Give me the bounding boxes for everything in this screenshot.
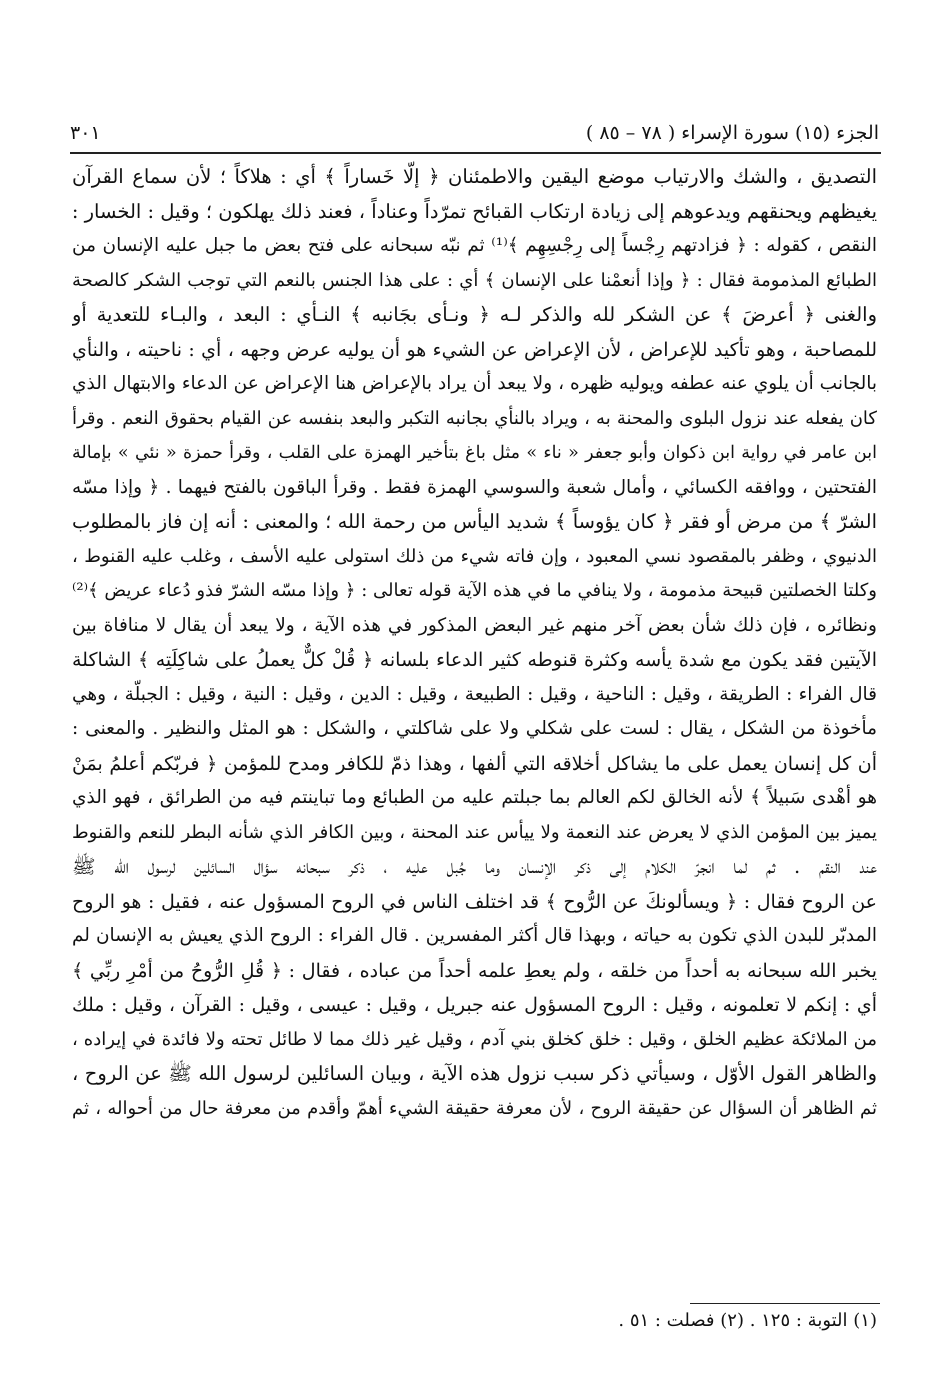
text-line: وكلتا الخصلتين قبيحة مذمومة ، ولا ينافي ما في هذه الآية قوله تعالى : ﴿ وإذا مسّه الشرّ فذو دُعاء عريض ﴾⁽²⁾ [72,580,877,601]
text-line: قال الفراء : الطريقة ، وقيل : الناحية ، وقيل : الطبيعة ، وقيل : الدين ، وقيل : النية ، وقيل : الجبلّة ، وهي [72,683,877,705]
page-number: ٣٠١ [70,122,101,144]
text-line: أن كل إنسان يعمل على ما يشاكل أخلاقه التي ألفها ، وهذا ذمّ للكافر ومدح للمؤمن ﴿ فربّكم أعلمُ بمَنْ [72,752,877,775]
text-line: الآيتين فقد يكون مع شدة يأسه وكثرة قنوطه كثير الدعاء بلسانه ﴿ قُلْ كلٌّ يعملُ على شاكِلَتِه ﴾ الشاكلة [72,649,877,671]
footnote-divider [690,1303,880,1304]
text-line: يميز بين المؤمن الذي لا يعرض عند النعمة ولا ييأس عند المحنة ، وبين الكافر الذي شأنه البطر للنعم والقنوط [72,821,877,843]
text-line: ابن عامر في رواية ابن ذكوان وأبو جعفر « ناء » مثل باغ بتأخير الهمزة على القلب ، وقرأ حمزة « نئي » بإمالة [72,443,877,463]
text-line: ثم الظاهر أن السؤال عن حقيقة الروح ، لأن معرفة حقيقة الشيء أهمّ وأقدم من معرفة حال من أحواله ، ثم [72,1097,877,1119]
text-line: المدبّر للبدن الذي تكون به حياته ، وبهذا قال أكثر المفسرين . قال الفراء : الروح الذي يعيش به الإنسان لم [72,925,877,946]
text-line: الطبائع المذمومة فقال : ﴿ وإذا أنعمْنا على الإنسان ﴾ أي : على هذا الجنس بالنعم التي توجب الشكر كالصحة [72,269,877,291]
text-line: التصديق ، والشك والارتياب موضع اليقين والاطمئنان ﴿ إلّا خَساراً ﴾ أي : هلاكاً ؛ لأن سماع القرآن [72,165,877,188]
text-line: ونظائره ، فإن ذلك شأن بعض آخر منهم غير البعض المذكور في هذه الآية ، ولا يبعد أن يقال لا منافاة بين [72,614,877,636]
text-line: والغنى ﴿ أعرضَ ﴾ عن الشكر لله والذكر لـه ﴿ ونـأى بجَانبه ﴾ النـأي : البعد ، والبـاء للتعدية أو [72,303,877,326]
text-line: يغيظهم ويحنقهم ويدعوهم إلى زيادة ارتكاب القبائح تمرّداً وعناداً ، فعند ذلك يهلكون ؛ وقيل : الخسار : [72,199,877,223]
text-line: كان يفعله عند نزول البلوى والمحنة به ، ويراد بالنأي بجانبه التكبر والبعد بنفسه عن القيام بحقوق النعم . وقرأ [72,407,877,429]
text-line: عن الروح فقال : ﴿ ويسألونكَ عن الرُّوح ﴾ قد اختلف الناس في الروح المسؤول عنه ، فقيل : هو الروح [72,890,877,913]
text-line: النقص ، كقوله : ﴿ فزادتهم رِجْساً إلى رِجْسِهِم ﴾⁽¹⁾ ثم نبّه سبحانه على فتح بعض ما جبل عليه الإنسان من [72,235,877,256]
footnotes: (١) التوبة : ١٢٥ . (٢) فصلت : ٥١ . [618,1310,877,1331]
text-line: أي : إنكم لا تعلمونه ، وقيل : الروح المسؤول عنه جبريل ، وقيل : عيسى ، وقيل : القرآن ، وقيل : ملك [72,994,877,1016]
text-line: الشرّ ﴾ من مرض أو فقر ﴿ كان يؤوساً ﴾ شديد اليأس من رحمة الله ؛ والمعنى : أنه إن فاز بالمطلوب [72,510,877,533]
text-line: من الملائكة عظيم الخلق ، وقيل : خلق كخلق بني آدم ، وقيل غير ذلك مما لا طائل تحته ولا فائدة في إيراده ، [72,1028,877,1050]
text-line: بالجانب أن يلوي عنه عطفه ويوليه ظهره ، ولا يبعد أن يراد بالإعراض هنا الإعراض عن الدعاء والابتهال الذي [72,373,877,394]
text-line: مأخوذة من الشكل ، يقال : لست على شكلي ولا على شاكلتي ، والشكل : هو المثل والنظير . والمعنى : [72,718,877,739]
text-line: عند النقم . ثم لما انجرّ الكلام إلى ذكر الإنسان وما جُبل عليه ، ذكر سبحانه سؤال السائلين لرسول الله ﷺ [72,855,877,878]
page-header [70,118,879,148]
text-line: الدنيوي ، وظفر بالمقصود نسي المعبود ، وإن فاته شيء من ذلك استولى عليه الأسف ، وغلب عليه القنوط ، [72,545,877,567]
text-line: هو أهْدى سَبيلاً ﴾ لأنه الخالق لكم العالم بما جبلتم عليه من الطبائع وما تباينتم فيه من الطرائق ، فهو الذي [72,787,877,808]
text-line: للمصاحبة ، وهو تأكيد للإعراض ، لأن الإعراض عن الشيء هو أن يوليه عرض وجهه ، أي : ناحيته ، والنأي [72,338,877,361]
running-title: الجزء (١٥) سورة الإسراء ( ٧٨ – ٨٥ ) [585,122,879,144]
header-divider [70,152,881,154]
text-line: والظاهر القول الأوّل ، وسيأتي ذكر سبب نزول هذه الآية ، وبيان السائلين لرسول الله ﷺ عن الروح ، [72,1062,877,1085]
text-line: الفتحتين ، ووافقه الكسائي ، وأمال شعبة والسوسي الهمزة فقط . وقرأ الباقون بالفتح فيهما . ﴿ وإذا مسّه [72,476,877,498]
body-text [72,160,877,1126]
text-line: يخبر الله سبحانه به أحداً من خلقه ، ولم يعطِ علمه أحداً من عباده ، فقال : ﴿ قُلِ الرُّوحُ من أمْرِ ربِّي ﴾ [72,959,877,982]
